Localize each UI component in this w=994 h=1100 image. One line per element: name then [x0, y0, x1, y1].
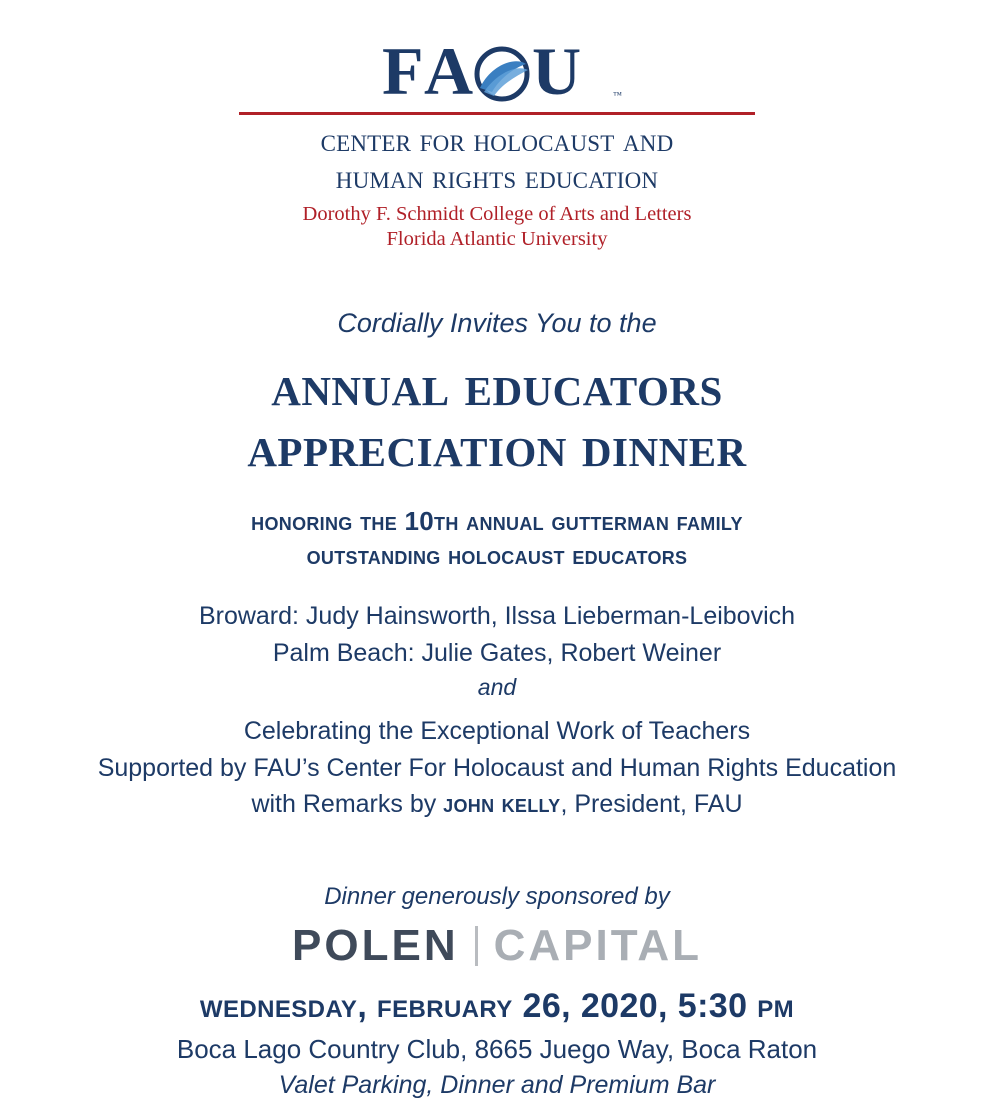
celebrating-line2: Supported by FAU’s Center For Holocaust and Human Rights Education: [97, 753, 897, 782]
honoring-line1: honoring the 10th annual gutterman family: [251, 505, 743, 536]
university-name: Florida Atlantic University: [386, 227, 608, 250]
sponsor-logo-divider: [475, 926, 478, 966]
event-amenities: Valet Parking, Dinner and Premium Bar: [278, 1070, 716, 1099]
sponsor-name-secondary: CAPITAL: [493, 920, 702, 970]
celebrating-line1: Celebrating the Exceptional Work of Teachers: [243, 717, 751, 746]
red-divider-rule: [239, 112, 755, 115]
fau-logo-icon: [382, 34, 612, 106]
remarks-speaker-name: john kelly: [443, 790, 561, 819]
center-name-line1: center for holocaust and: [320, 123, 674, 159]
trademark-symbol: ™: [613, 90, 622, 100]
remarks-line: [98, 786, 897, 823]
sponsor-name-primary: POLEN: [292, 920, 459, 970]
svg-text:A: A: [424, 34, 474, 106]
event-date-time: wednesday, february 26, 2020, 5:30 pm: [199, 986, 795, 1025]
sponsor-logo: [292, 921, 702, 971]
college-name: Dorothy F. Schmidt College of Arts and Letters: [302, 202, 692, 225]
celebrating-text: [98, 713, 897, 823]
remarks-prefix: with Remarks by: [251, 790, 444, 819]
sponsor-label: Dinner generously sponsored by: [324, 882, 670, 910]
svg-text:U: U: [532, 34, 582, 106]
fau-wordmark: [382, 34, 622, 106]
center-name: [321, 123, 674, 197]
honoring-subtitle: [251, 504, 743, 573]
honorees-list: [199, 598, 795, 705]
event-title: [247, 352, 747, 480]
honorees-broward: Broward: Judy Hainsworth, Ilssa Lieberman-Leibovich: [198, 602, 796, 631]
fau-logo-block: [237, 34, 757, 252]
event-title-line1: annual educators: [271, 352, 723, 418]
remarks-suffix: , President, FAU: [560, 790, 743, 819]
event-title-line2: appreciation dinner: [247, 414, 747, 480]
svg-text:F: F: [382, 34, 424, 106]
event-venue: Boca Lago Country Club, 8665 Juego Way, Boca Raton: [176, 1033, 818, 1064]
center-name-line2: human rights education: [335, 159, 659, 196]
and-connector: and: [477, 674, 517, 701]
honorees-palm-beach: Palm Beach: Julie Gates, Robert Weiner: [272, 638, 722, 667]
cordially-invites-text: Cordially Invites You to the: [337, 307, 657, 338]
honoring-line2: outstanding holocaust educators: [306, 540, 688, 571]
